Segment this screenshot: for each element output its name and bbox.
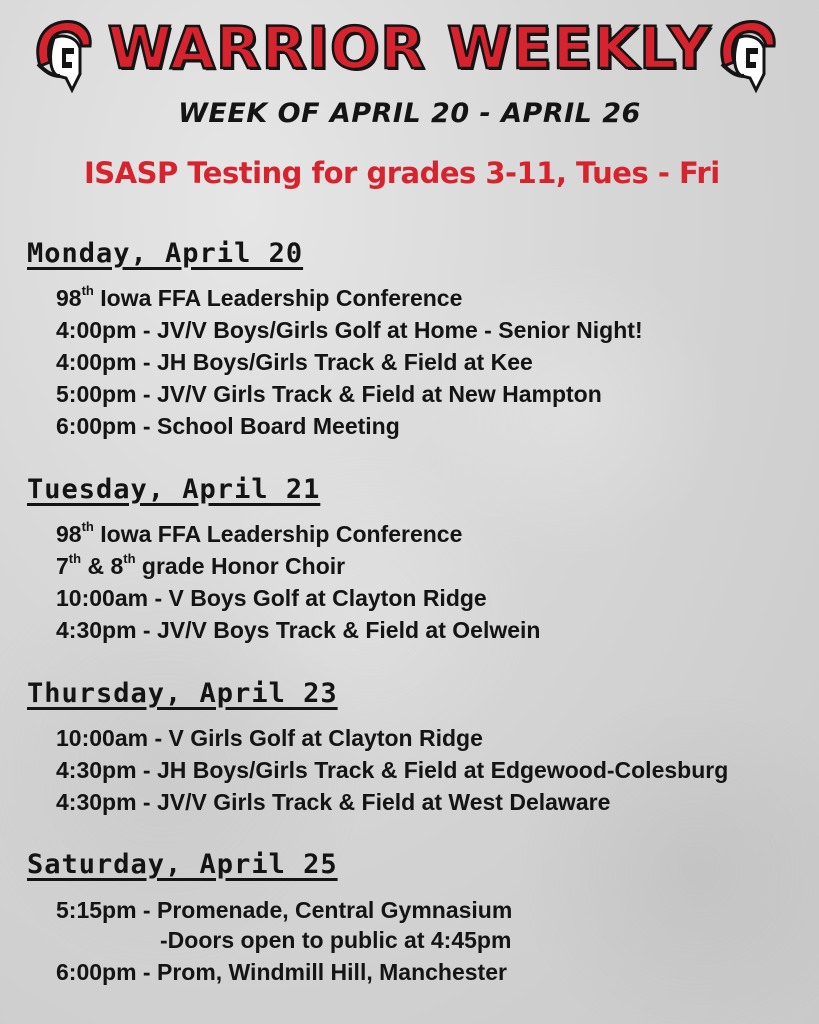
event-item: 4:30pm - JH Boys/Girls Track & Field at Edgewood-Colesburg bbox=[56, 757, 729, 783]
day-heading-monday: Monday, April 20 bbox=[27, 238, 304, 269]
event-item: 10:00am - V Boys Golf at Clayton Ridge bbox=[56, 585, 487, 611]
day-heading-tuesday: Tuesday, April 21 bbox=[27, 474, 321, 505]
event-item: 4:30pm - JV/V Girls Track & Field at West Delaware bbox=[56, 789, 611, 815]
day-heading-thursday: Thursday, April 23 bbox=[27, 678, 338, 709]
event-item: 4:30pm - JV/V Boys Track & Field at Oelwein bbox=[56, 617, 541, 643]
event-item: 98th Iowa FFA Leadership Conference bbox=[56, 283, 463, 311]
event-item: 5:00pm - JV/V Girls Track & Field at New Hampton bbox=[56, 381, 602, 407]
event-item: 4:00pm - JH Boys/Girls Track & Field at Kee bbox=[56, 349, 533, 375]
week-range: WEEK OF APRIL 20 - APRIL 26 bbox=[178, 98, 641, 129]
event-item: 7th & 8th grade Honor Choir bbox=[56, 551, 346, 579]
event-item: 98th Iowa FFA Leadership Conference bbox=[56, 519, 463, 547]
event-item: 6:00pm - School Board Meeting bbox=[56, 413, 400, 439]
event-item: 4:00pm - JV/V Boys/Girls Golf at Home - Senior Night! bbox=[56, 317, 643, 343]
testing-announcement: ISASP Testing for grades 3-11, Tues - Fri bbox=[84, 156, 720, 190]
event-note: -Doors open to public at 4:45pm bbox=[160, 927, 512, 953]
event-item: 6:00pm - Prom, Windmill Hill, Manchester bbox=[56, 959, 507, 985]
event-item: 5:15pm - Promenade, Central Gymnasium bbox=[56, 897, 513, 923]
event-item: 10:00am - V Girls Golf at Clayton Ridge bbox=[56, 725, 483, 751]
newsletter-title: WARRIOR WEEKLY bbox=[107, 14, 712, 82]
day-heading-saturday: Saturday, April 25 bbox=[27, 849, 338, 880]
